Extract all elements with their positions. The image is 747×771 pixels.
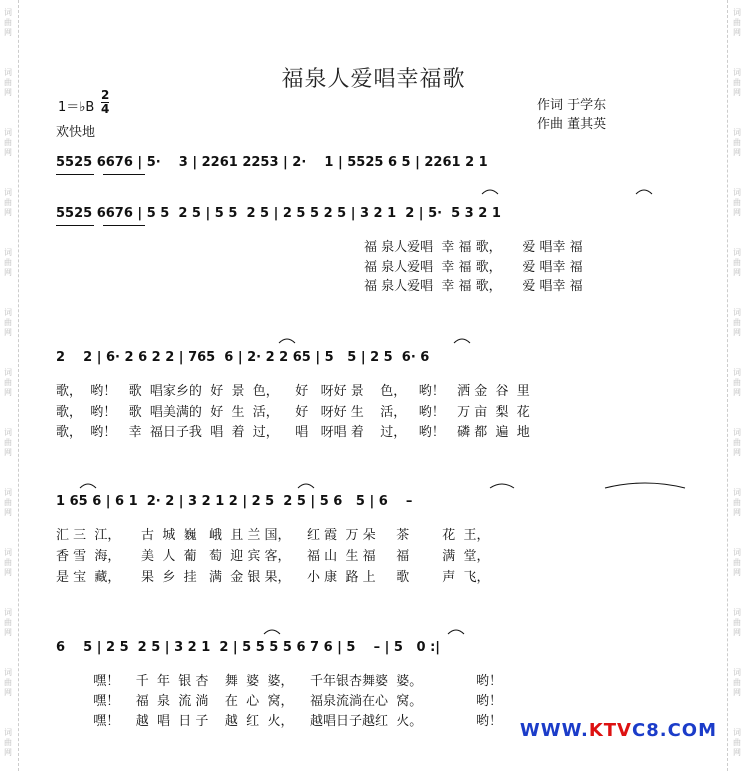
- tempo-marking: 欢快地: [56, 125, 96, 140]
- watermark-glyph: 词 曲 网: [733, 368, 741, 397]
- watermark-glyph: 词 曲 网: [733, 248, 741, 277]
- system-4-lyric-2: 香 雪 海， 美 人 葡 萄 迎 宾 客， 福 山 生 福 福 满 堂，: [56, 549, 490, 564]
- watermark-glyph: 词 曲 网: [4, 128, 12, 157]
- system-1-notes: 5525 6676 | 5· 3 | 2261 2253 | 2· 1 | 5525 6 5 | 2261 2 1: [56, 155, 488, 170]
- watermark-glyph: 词 曲 网: [733, 488, 741, 517]
- system-2-lyric-3: 福 泉人爱唱 幸 福 歌， 爱 唱幸 福: [364, 279, 583, 294]
- system-5-lyric-1: 嘿！ 千 年 银 杏 舞 婆 婆， 千年银杏舞婆 婆。 哟！: [56, 674, 502, 689]
- watermark-glyph: 词 曲 网: [4, 548, 12, 577]
- system-2-notes: 5525 6676 | 5 5 2 5 | 5 5 2 5 | 2 5 5 2 5 | 3 2 1 2 | 5· 5 3 2 1: [56, 206, 501, 221]
- watermark-glyph: 词 曲 网: [4, 68, 12, 97]
- time-signature-top: 2: [101, 88, 110, 102]
- system-3-lyric-1: 歌， 哟！ 歌 唱家乡的 好 景 色， 好 呀好 景 色， 哟！ 洒 金 谷 里: [56, 384, 530, 399]
- system-3-lyric-3: 歌， 哟！ 幸 福日子我 唱 着 过， 唱 呀唱 着 过， 哟！ 磷 都 遍 地: [56, 425, 530, 440]
- watermark-glyph: 词 曲 网: [4, 368, 12, 397]
- watermark-glyph: 词 曲 网: [4, 428, 12, 457]
- site-watermark: [520, 720, 717, 741]
- watermark-glyph: 词 曲 网: [733, 548, 741, 577]
- site-prefix: WWW.: [519, 720, 589, 741]
- watermark-glyph: 词 曲 网: [4, 728, 12, 757]
- watermark-glyph: 词 曲 网: [4, 488, 12, 517]
- lyricist-credit: 作词 于学东: [537, 98, 607, 113]
- watermark-glyph: 词 曲 网: [733, 428, 741, 457]
- watermark-glyph: 词 曲 网: [733, 308, 741, 337]
- watermark-glyph: 词 曲 网: [733, 128, 741, 157]
- watermark-glyph: 词 曲 网: [4, 8, 12, 37]
- watermark-glyph: 词 曲 网: [733, 68, 741, 97]
- composer-credit: 作曲 董其英: [537, 117, 607, 132]
- system-2-lyric-2: 福 泉人爱唱 幸 福 歌， 爱 唱幸 福: [364, 260, 583, 275]
- watermark-glyph: 词 曲 网: [4, 188, 12, 217]
- system-4-lyric-1: 汇 三 江， 古 城 巍 峨 且 兰 国， 红 霞 万 朵 茶 花 王，: [56, 528, 490, 543]
- system-5-lyric-3: 嘿！ 越 唱 日 子 越 红 火， 越唱日子越红 火。 哟！: [56, 714, 502, 729]
- time-signature-bottom: 4: [101, 102, 110, 116]
- site-suffix: .COM: [659, 720, 717, 741]
- system-4-lyric-3: 是 宝 藏， 果 乡 挂 满 金 银 果， 小 康 路 上 歌 声 飞，: [56, 570, 490, 585]
- watermark-glyph: 词 曲 网: [733, 668, 741, 697]
- watermark-glyph: 词 曲 网: [4, 608, 12, 637]
- system-3-lyric-2: 歌， 哟！ 歌 唱美满的 好 生 活， 好 呀好 生 活， 哟！ 万 亩 梨 花: [56, 405, 530, 420]
- key-signature: 1＝♭B: [58, 100, 95, 115]
- song-title: 福泉人爱唱幸福歌: [281, 67, 466, 92]
- system-5-lyric-2: 嘿！ 福 泉 流 淌 在 心 窝， 福泉流淌在心 窝。 哟！: [56, 694, 502, 709]
- watermark-glyph: 词 曲 网: [733, 8, 741, 37]
- watermark-glyph: 词 曲 网: [4, 668, 12, 697]
- watermark-glyph: 词 曲 网: [733, 728, 741, 757]
- system-4-notes: 1 65 6 | 6 1 2· 2 | 3 2 1 2 | 2 5 2 5 | 5 6 5 | 6 –: [56, 494, 413, 509]
- system-2-lyric-1: 福 泉人爱唱 幸 福 歌， 爱 唱幸 福: [364, 240, 583, 255]
- watermark-glyph: 词 曲 网: [733, 608, 741, 637]
- system-3-notes: 2 2 | 6· 2 6 2 2 | 765 6 | 2· 2 2 65 | 5 5 | 2 5 6· 6: [56, 350, 430, 365]
- watermark-glyph: 词 曲 网: [4, 308, 12, 337]
- system-5-notes: 6 5 | 2 5 2 5 | 3 2 1 2 | 5 5 5 5 6 7 6 | 5 – | 5 0 :|: [56, 640, 441, 655]
- watermark-glyph: 词 曲 网: [733, 188, 741, 217]
- site-c8: C8: [632, 720, 660, 741]
- watermark-glyph: 词 曲 网: [4, 248, 12, 277]
- site-ktv: KTV: [588, 720, 632, 741]
